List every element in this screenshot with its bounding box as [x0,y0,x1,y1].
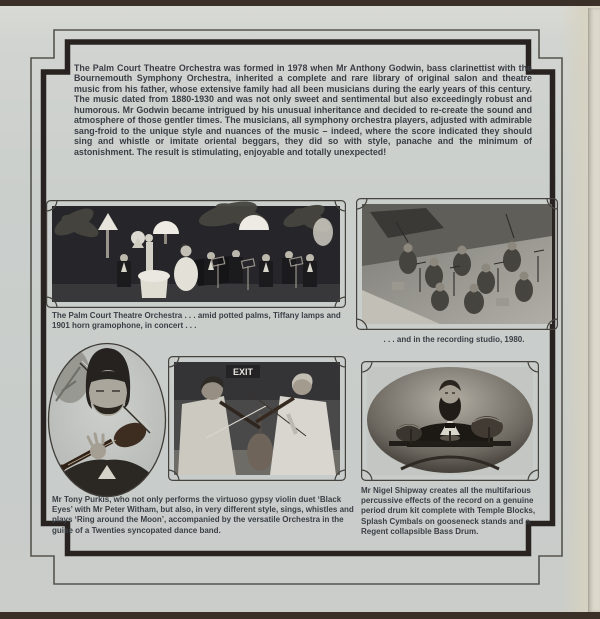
duet-caption: Mr Tony Purkis, who not only performs the virtuoso gypsy violin duet ‘Black Eyes’ with Mr Peter Witham, but also, in very different style, sings, whistles and plays ‘Ring around the Moon’, accompanied by the versatile Orchestra in the guise of a Twenties syncopated dance band. [52,495,354,535]
studio-caption: . . . and in the recording studio, 1980. [383,335,525,344]
percussionist-caption: Mr Nigel Shipway creates all the multifarious percussive effects of the record on a genuine period drum kit complete with Temple Blocks, Splash Cymbals on gooseneck stands and a Regent collapsible Bass Drum. [361,486,536,536]
percussionist-photo-image [367,367,533,475]
violinist-photo-image [49,344,166,500]
violinist-oval-photo [46,341,168,499]
exit-sign-text: EXIT [232,367,254,377]
intro-paragraph: The Palm Court Theatre Orchestra was formed in 1978 when Mr Anthony Godwin, bass clarinettist with the Bournemouth Symphony Orchestra, inherited a complete and rare library of original salon and theatre music from his father, whose extensive family had all been musicians during the early years of this century. The music dated from 1880-1930 and was not only sweet and sentimental but also exceedingly robust and humorous. Mr Godwin became intrigued by his unusual inheritance and decided to re-create the sound and atmosphere of those gentler times. The musicians, all symphony orchestra players, adjusted with admirable sang-froid to the unique style and nuances of the music – indeed, where the score indicated they should sing and whistle or imitate oriental beggars, they did so with style, panache and the minimum of astonishment. The result is stimulating, enjoyable and totally unexpected! [74,63,532,157]
concert-photo-image [50,200,340,302]
percussionist-photo [361,361,539,481]
duet-photo [168,356,346,481]
duet-photo-image [174,362,340,475]
studio-photo-image [362,204,552,324]
studio-photo [356,198,558,330]
concert-caption: The Palm Court Theatre Orchestra . . . amid potted palms, Tiffany lamps and 1901 horn gramophone, in concert . . . [52,311,341,331]
concert-photo [46,200,346,308]
